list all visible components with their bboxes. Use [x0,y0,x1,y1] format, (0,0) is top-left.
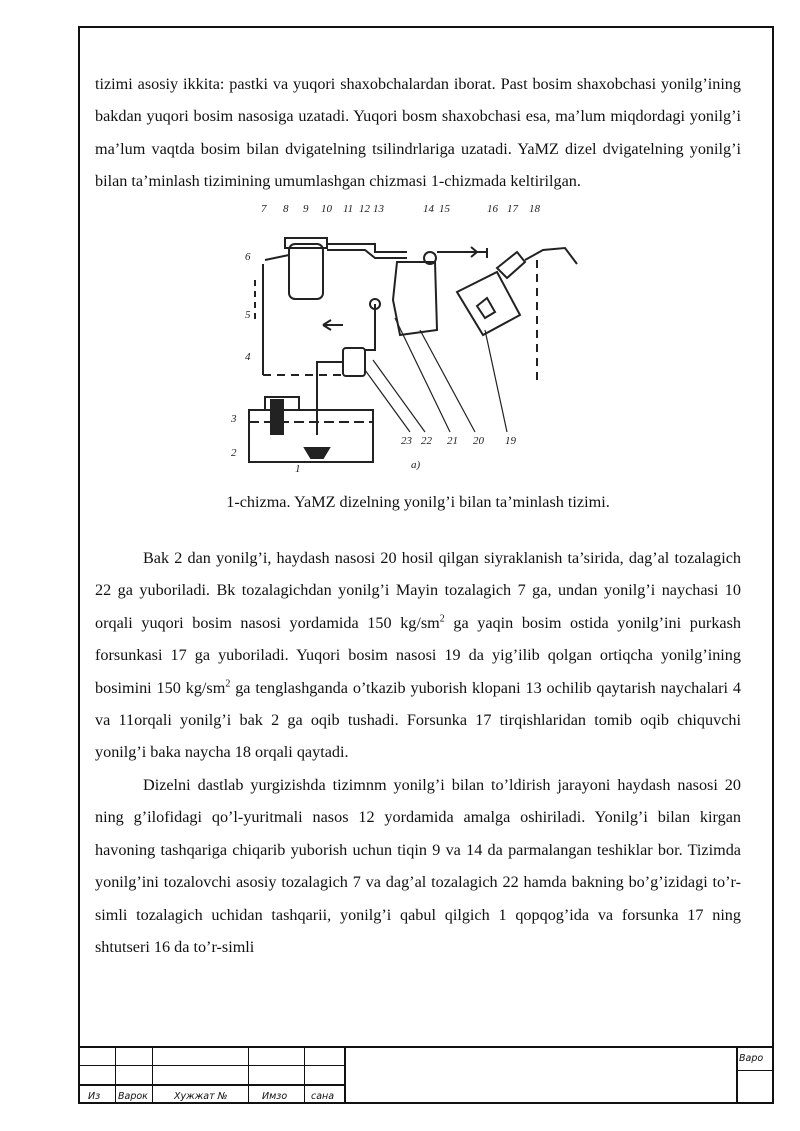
label-5: 5 [245,308,251,321]
figure-fuel-system [95,200,741,480]
label-14: 14 [423,202,434,215]
label-13: 13 [373,202,384,215]
document-body [95,68,741,963]
label-3: 3 [231,412,237,425]
label-19: 19 [505,434,516,447]
label-10: 10 [321,202,332,215]
label-20: 20 [473,434,484,447]
label-9: 9 [303,202,309,215]
stamp-iz: Из [88,1091,101,1102]
title-block [78,1046,774,1104]
label-2: 2 [231,446,237,459]
paragraph-startup: Dizelni dastlab yurgizishda tizimnm yonilg’i bilan to’ldirish jarayoni haydash nasosi 20 ning g’ilofidagi qo’l-yuritmali nasos 12 yordamida amalga oshiriladi. Yonilg’i bilan kirgan havoning tashqariga chiqarib yuborish uchun tiqin 9 va 14 da parmalangan teshiklar bor. Tizimda yonilg’ini tozalovchi asosiy tozalagich 7 va dag’al tozalagich 22 hamda bakning bo’g’izidagi to’r-simli tozalagich uchidan tashqarii, yonilg’i qabul qilgich 1 qopqog’ida va forsunka 17 ning shtutseri 16 da to’r-simli [95,775,741,956]
paragraph-intro: tizimi asosiy ikkita: pastki va yuqori shaxobchalardan iborat. Past bosim shaxobchasi yonilg’ining bakdan yuqori bosim nasosiga uzatadi. Yuqori bosm shaxobchasi esa, ma’lum miqdordagi yonilg’i ma’lum vaqtda bosim bilan dvigatelning tsilindrlariga uzatadi. YaMZ dizel dvigatelning yonilg’i bilan ta’minlash tizimining umumlashgan chizmasi 1-chizmada keltirilgan. [95,75,741,191]
fuel-intake-1 [305,448,329,458]
fuel-flow-part-2: ga yaqin bosim ostida yonilg’ini purkash forsunkasi 17 ga yuboriladi. Yuqori bosim nasosi 19 da yig’ilib qolgan ortiqcha yonilg’ining bosimini 150 kg/sm [95,613,741,697]
superscript-1: 2 [439,613,445,625]
engine-cylinder [457,272,520,335]
injector-17 [497,252,525,278]
label-21: 21 [447,434,458,447]
coarse-filter-22 [343,348,365,376]
figure-caption: 1-chizma. YaMZ dizelning yonilg’i bilan ta’minlash tizimi. [226,492,610,511]
label-12: 12 [359,202,370,215]
label-16: 16 [487,202,498,215]
high-pressure-pump [393,262,437,335]
fuel-system-diagram [225,200,605,475]
label-11: 11 [343,202,354,215]
fine-filter-body [289,244,323,299]
stamp-hujjat: Хужжат № [174,1091,228,1102]
stamp-varok: Варок [118,1091,148,1102]
label-a: a) [411,458,421,471]
label-6: 6 [245,250,251,263]
paragraph-fuel-flow [95,542,741,769]
label-7: 7 [261,202,267,215]
label-8: 8 [283,202,289,215]
label-1: 1 [295,462,301,475]
label-22: 22 [421,434,432,447]
superscript-2: 2 [225,678,231,690]
stamp-varo: Варо [739,1053,764,1064]
stamp-sana: сана [311,1091,335,1102]
label-18: 18 [529,202,540,215]
label-17: 17 [507,202,518,215]
label-23: 23 [401,434,412,447]
label-15: 15 [439,202,450,215]
fuel-flow-part-3: ga tenglashganda o’tkazib yuborish klopani 13 ochilib qaytarish naychalari 4 va 11orqali yonilg’i bak 2 ga oqib tushadi. Forsunka 17 tirqishlaridan tomib oqib chiquvchi yonilg’i baka naycha 18 orqali qaytadi. [95,678,742,762]
label-4: 4 [245,350,251,363]
stamp-imzo: Имзо [262,1091,288,1102]
fuel-flow-part-1: Bak 2 dan yonilg’i, haydash nasosi 20 hosil qilgan siyraklanish ta’sirida, dag’al tozalagich 22 ga yuboriladi. Bk tozalagichdan yonilg’i Mayin tozalagich 7 ga, undan yonilg’i naychasi 10 orqali yuqori bosim nasosi yordamida 150 kg/sm [95,549,741,632]
